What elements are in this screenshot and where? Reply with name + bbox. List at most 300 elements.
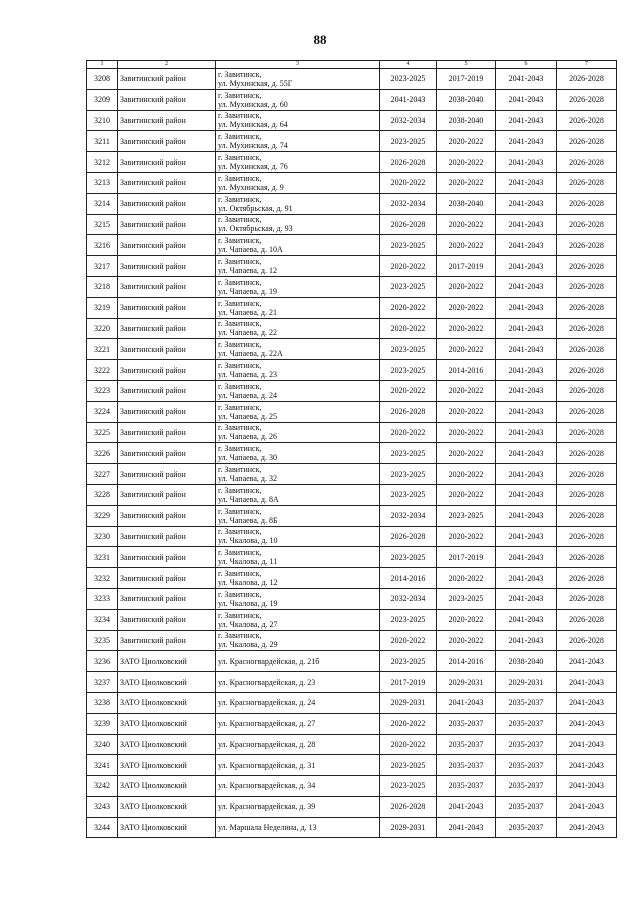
address-line-1: г. Завитинск, — [218, 132, 262, 142]
period-overhaul-cell: 2023-2025 — [380, 360, 437, 381]
period-cell-4: 2026-2028 — [557, 464, 617, 485]
address-cell — [216, 755, 380, 776]
period-cell-2: 2029-2031 — [437, 672, 496, 693]
address-cell — [216, 69, 380, 90]
address-cell — [216, 318, 380, 339]
period-cell-4: 2041-2043 — [557, 672, 617, 693]
period-overhaul-cell: 2017-2019 — [380, 672, 437, 693]
period-cell-2: 2035-2037 — [437, 755, 496, 776]
period-overhaul-cell: 2023-2025 — [380, 464, 437, 485]
district-cell: ЗАТО Циолковский — [118, 672, 216, 693]
address-line-2: ул. Чкалова, д. 19 — [218, 598, 278, 608]
period-cell-2: 2020-2022 — [437, 339, 496, 360]
period-cell-4: 2026-2028 — [557, 588, 617, 609]
table-row — [87, 734, 617, 755]
period-overhaul-cell: 2032-2034 — [380, 110, 437, 131]
period-cell-3: 2041-2043 — [496, 318, 557, 339]
address-line-1: г. Завитинск, — [218, 569, 262, 579]
period-cell-3: 2041-2043 — [496, 89, 557, 110]
address-line-1: г. Завитинск, — [218, 381, 262, 391]
period-overhaul-cell: 2023-2025 — [380, 339, 437, 360]
period-overhaul-cell: 2026-2028 — [380, 401, 437, 422]
district-cell: Завитинский район — [118, 547, 216, 568]
period-overhaul-cell: 2023-2025 — [380, 131, 437, 152]
table-row — [87, 651, 617, 672]
period-cell-4: 2026-2028 — [557, 568, 617, 589]
district-cell: Завитинский район — [118, 152, 216, 173]
table-row — [87, 360, 617, 381]
period-cell-3: 2041-2043 — [496, 297, 557, 318]
period-cell-3: 2041-2043 — [496, 630, 557, 651]
period-overhaul-cell: 2014-2016 — [380, 568, 437, 589]
address-cell — [216, 776, 380, 797]
address-line-1: г. Завитинск, — [218, 319, 262, 329]
row-number: 3225 — [87, 422, 118, 443]
period-cell-3: 2035-2037 — [496, 796, 557, 817]
period-cell-4: 2041-2043 — [557, 734, 617, 755]
table-row — [87, 796, 617, 817]
period-cell-3: 2035-2037 — [496, 692, 557, 713]
table-row — [87, 443, 617, 464]
page-number: 88 — [313, 32, 327, 47]
address-line-2: ул. Чапаева, д. 22А — [218, 349, 283, 359]
period-cell-3: 2041-2043 — [496, 484, 557, 505]
address-line-2: ул. Мухинская, д. 60 — [218, 99, 288, 109]
period-overhaul-cell: 2023-2025 — [380, 776, 437, 797]
column-number: 2 — [118, 61, 216, 69]
district-cell: Завитинский район — [118, 422, 216, 443]
table-row — [87, 110, 617, 131]
row-number: 3214 — [87, 193, 118, 214]
table-row — [87, 505, 617, 526]
address-line-1: ул. Красногвардейская, д. 24 — [218, 698, 316, 708]
period-overhaul-cell: 2032-2034 — [380, 588, 437, 609]
address-cell — [216, 380, 380, 401]
address-line-1: г. Завитинск, — [218, 153, 262, 163]
row-number: 3242 — [87, 776, 118, 797]
period-cell-4: 2026-2028 — [557, 422, 617, 443]
row-number: 3240 — [87, 734, 118, 755]
table-row — [87, 755, 617, 776]
address-line-1: ул. Красногвардейская, д. 34 — [218, 781, 316, 791]
column-number: 7 — [557, 61, 617, 69]
period-cell-2: 2020-2022 — [437, 422, 496, 443]
district-cell: ЗАТО Циолковский — [118, 776, 216, 797]
table-row — [87, 193, 617, 214]
district-cell: ЗАТО Циолковский — [118, 755, 216, 776]
period-cell-2: 2041-2043 — [437, 817, 496, 838]
row-number: 3230 — [87, 526, 118, 547]
row-number: 3218 — [87, 276, 118, 297]
period-overhaul-cell: 2020-2022 — [380, 380, 437, 401]
period-overhaul-cell: 2023-2025 — [380, 755, 437, 776]
period-cell-4: 2026-2028 — [557, 193, 617, 214]
address-line-1: ул. Маршала Неделина, д. 13 — [218, 823, 317, 833]
period-cell-2: 2023-2025 — [437, 588, 496, 609]
row-number: 3209 — [87, 89, 118, 110]
period-cell-4: 2026-2028 — [557, 360, 617, 381]
period-cell-3: 2041-2043 — [496, 235, 557, 256]
row-number: 3223 — [87, 380, 118, 401]
period-cell-4: 2026-2028 — [557, 214, 617, 235]
period-cell-3: 2035-2037 — [496, 734, 557, 755]
period-cell-3: 2041-2043 — [496, 568, 557, 589]
row-number: 3217 — [87, 256, 118, 277]
period-cell-4: 2026-2028 — [557, 609, 617, 630]
address-line-1: г. Завитинск, — [218, 548, 262, 558]
row-number: 3231 — [87, 547, 118, 568]
row-number: 3208 — [87, 69, 118, 90]
district-cell: Завитинский район — [118, 89, 216, 110]
address-cell — [216, 464, 380, 485]
address-cell — [216, 152, 380, 173]
period-overhaul-cell: 2023-2025 — [380, 69, 437, 90]
district-cell: Завитинский район — [118, 214, 216, 235]
row-number: 3212 — [87, 152, 118, 173]
address-line-2: ул. Чапаева, д. 23 — [218, 370, 277, 380]
address-cell — [216, 360, 380, 381]
period-cell-4: 2026-2028 — [557, 172, 617, 193]
address-line-1: г. Завитинск, — [218, 111, 262, 121]
period-cell-2: 2020-2022 — [437, 172, 496, 193]
address-cell — [216, 672, 380, 693]
row-number: 3236 — [87, 651, 118, 672]
address-line-1: г. Завитинск, — [218, 361, 262, 371]
table-row — [87, 256, 617, 277]
row-number: 3237 — [87, 672, 118, 693]
period-cell-3: 2041-2043 — [496, 464, 557, 485]
address-line-2: ул. Октябрьская, д. 91 — [218, 203, 293, 213]
table-row — [87, 401, 617, 422]
row-number: 3238 — [87, 692, 118, 713]
address-line-2: ул. Октябрьская, д. 93 — [218, 224, 293, 234]
period-overhaul-cell: 2020-2022 — [380, 734, 437, 755]
period-cell-4: 2041-2043 — [557, 755, 617, 776]
period-cell-4: 2026-2028 — [557, 131, 617, 152]
period-cell-4: 2026-2028 — [557, 276, 617, 297]
address-cell — [216, 214, 380, 235]
address-cell — [216, 526, 380, 547]
period-cell-3: 2041-2043 — [496, 526, 557, 547]
row-number: 3241 — [87, 755, 118, 776]
address-line-1: г. Завитинск, — [218, 444, 262, 454]
row-number: 3235 — [87, 630, 118, 651]
period-cell-4: 2041-2043 — [557, 817, 617, 838]
address-line-2: ул. Чапаева, д. 22 — [218, 328, 277, 338]
district-cell: Завитинский район — [118, 464, 216, 485]
district-cell: Завитинский район — [118, 297, 216, 318]
address-line-2: ул. Мухинская, д. 64 — [218, 120, 288, 130]
address-line-2: ул. Чкалова, д. 29 — [218, 640, 278, 650]
table-row — [87, 235, 617, 256]
period-cell-2: 2020-2022 — [437, 401, 496, 422]
period-cell-3: 2041-2043 — [496, 547, 557, 568]
row-number: 3211 — [87, 131, 118, 152]
address-line-1: г. Завитинск, — [218, 298, 262, 308]
period-cell-4: 2026-2028 — [557, 443, 617, 464]
address-line-1: г. Завитинск, — [218, 610, 262, 620]
district-cell: Завитинский район — [118, 568, 216, 589]
row-number: 3243 — [87, 796, 118, 817]
period-overhaul-cell: 2023-2025 — [380, 443, 437, 464]
period-cell-2: 2020-2022 — [437, 235, 496, 256]
table-row — [87, 380, 617, 401]
period-cell-4: 2041-2043 — [557, 713, 617, 734]
column-number: 3 — [216, 61, 380, 69]
period-cell-2: 2020-2022 — [437, 484, 496, 505]
table-row — [87, 297, 617, 318]
period-cell-4: 2026-2028 — [557, 235, 617, 256]
table-row — [87, 69, 617, 90]
period-overhaul-cell: 2020-2022 — [380, 256, 437, 277]
period-cell-2: 2041-2043 — [437, 692, 496, 713]
period-cell-2: 2020-2022 — [437, 464, 496, 485]
address-line-1: ул. Красногвардейская, д. 27 — [218, 719, 316, 729]
address-line-2: ул. Чкалова, д. 10 — [218, 536, 278, 546]
address-cell — [216, 89, 380, 110]
district-cell: ЗАТО Циолковский — [118, 713, 216, 734]
table-row — [87, 422, 617, 443]
period-cell-2: 2038-2040 — [437, 89, 496, 110]
district-cell: Завитинский район — [118, 401, 216, 422]
row-number: 3234 — [87, 609, 118, 630]
period-cell-4: 2026-2028 — [557, 484, 617, 505]
district-cell: Завитинский район — [118, 131, 216, 152]
address-cell — [216, 131, 380, 152]
district-cell: Завитинский район — [118, 380, 216, 401]
period-cell-3: 2035-2037 — [496, 755, 557, 776]
period-cell-3: 2041-2043 — [496, 505, 557, 526]
period-cell-4: 2026-2028 — [557, 297, 617, 318]
address-cell — [216, 547, 380, 568]
period-cell-3: 2041-2043 — [496, 172, 557, 193]
address-cell — [216, 422, 380, 443]
period-cell-2: 2038-2040 — [437, 110, 496, 131]
address-line-2: ул. Чапаева, д. 8Б — [218, 515, 278, 525]
period-cell-3: 2041-2043 — [496, 380, 557, 401]
table-row — [87, 817, 617, 838]
address-cell — [216, 484, 380, 505]
row-number: 3210 — [87, 110, 118, 131]
period-overhaul-cell: 2026-2028 — [380, 214, 437, 235]
column-number-row — [87, 61, 617, 69]
address-cell — [216, 110, 380, 131]
address-cell — [216, 568, 380, 589]
period-overhaul-cell: 2032-2034 — [380, 193, 437, 214]
period-cell-3: 2038-2040 — [496, 651, 557, 672]
address-cell — [216, 651, 380, 672]
address-line-2: ул. Чапаева, д. 25 — [218, 411, 277, 421]
table-row — [87, 464, 617, 485]
table-row — [87, 588, 617, 609]
address-cell — [216, 193, 380, 214]
period-overhaul-cell: 2020-2022 — [380, 318, 437, 339]
address-line-2: ул. Мухинская, д. 76 — [218, 162, 288, 172]
row-number: 3221 — [87, 339, 118, 360]
district-cell: Завитинский район — [118, 276, 216, 297]
address-cell — [216, 630, 380, 651]
address-line-1: ул. Красногвардейская, д. 21б — [218, 656, 320, 666]
district-cell: Завитинский район — [118, 69, 216, 90]
column-number: 4 — [380, 61, 437, 69]
table-row — [87, 152, 617, 173]
row-number: 3219 — [87, 297, 118, 318]
period-cell-4: 2026-2028 — [557, 339, 617, 360]
table-row — [87, 131, 617, 152]
table-row — [87, 484, 617, 505]
address-line-2: ул. Чапаева, д. 24 — [218, 390, 277, 400]
period-cell-2: 2035-2037 — [437, 776, 496, 797]
table-row — [87, 568, 617, 589]
period-cell-4: 2026-2028 — [557, 110, 617, 131]
address-line-1: г. Завитинск, — [218, 485, 262, 495]
period-cell-3: 2041-2043 — [496, 609, 557, 630]
period-cell-2: 2020-2022 — [437, 380, 496, 401]
address-line-2: ул. Чкалова, д. 27 — [218, 619, 278, 629]
period-overhaul-cell: 2020-2022 — [380, 172, 437, 193]
period-cell-2: 2023-2025 — [437, 505, 496, 526]
address-line-1: г. Завитинск, — [218, 506, 262, 516]
row-number: 3220 — [87, 318, 118, 339]
address-cell — [216, 235, 380, 256]
table-row — [87, 526, 617, 547]
period-cell-4: 2026-2028 — [557, 152, 617, 173]
address-line-2: ул. Чапаева, д. 10А — [218, 245, 283, 255]
period-cell-3: 2041-2043 — [496, 131, 557, 152]
period-cell-2: 2014-2016 — [437, 360, 496, 381]
period-cell-2: 2014-2016 — [437, 651, 496, 672]
address-line-2: ул. Чапаева, д. 26 — [218, 432, 277, 442]
period-overhaul-cell: 2026-2028 — [380, 152, 437, 173]
table-row — [87, 547, 617, 568]
row-number: 3232 — [87, 568, 118, 589]
address-line-1: г. Завитинск, — [218, 402, 262, 412]
address-line-1: г. Завитинск, — [218, 215, 262, 225]
address-cell — [216, 443, 380, 464]
address-line-2: ул. Чапаева, д. 8А — [218, 494, 279, 504]
period-cell-2: 2017-2019 — [437, 547, 496, 568]
district-cell: ЗАТО Циолковский — [118, 651, 216, 672]
column-number: 1 — [87, 61, 118, 69]
period-overhaul-cell: 2020-2022 — [380, 422, 437, 443]
period-overhaul-cell: 2023-2025 — [380, 484, 437, 505]
address-line-1: г. Завитинск, — [218, 589, 262, 599]
period-cell-4: 2026-2028 — [557, 505, 617, 526]
row-number: 3226 — [87, 443, 118, 464]
period-cell-2: 2020-2022 — [437, 443, 496, 464]
table-row — [87, 630, 617, 651]
table-row — [87, 318, 617, 339]
row-number: 3222 — [87, 360, 118, 381]
period-cell-3: 2041-2043 — [496, 110, 557, 131]
row-number: 3213 — [87, 172, 118, 193]
period-cell-2: 2020-2022 — [437, 214, 496, 235]
district-cell: Завитинский район — [118, 193, 216, 214]
district-cell: ЗАТО Циолковский — [118, 734, 216, 755]
district-cell: Завитинский район — [118, 172, 216, 193]
period-cell-2: 2017-2019 — [437, 69, 496, 90]
period-cell-4: 2041-2043 — [557, 796, 617, 817]
period-cell-2: 2020-2022 — [437, 630, 496, 651]
period-cell-3: 2041-2043 — [496, 214, 557, 235]
period-cell-3: 2041-2043 — [496, 193, 557, 214]
period-cell-4: 2041-2043 — [557, 651, 617, 672]
address-cell — [216, 276, 380, 297]
period-cell-2: 2020-2022 — [437, 152, 496, 173]
district-cell: ЗАТО Циолковский — [118, 817, 216, 838]
address-line-1: г. Завитинск, — [218, 527, 262, 537]
address-line-1: г. Завитинск, — [218, 194, 262, 204]
period-cell-2: 2020-2022 — [437, 276, 496, 297]
period-cell-4: 2026-2028 — [557, 380, 617, 401]
row-number: 3216 — [87, 235, 118, 256]
address-line-1: г. Завитинск, — [218, 423, 262, 433]
table-row — [87, 276, 617, 297]
district-cell: Завитинский район — [118, 339, 216, 360]
period-cell-3: 2041-2043 — [496, 401, 557, 422]
table-row — [87, 214, 617, 235]
address-line-2: ул. Чапаева, д. 30 — [218, 453, 277, 463]
table-row — [87, 672, 617, 693]
period-cell-2: 2020-2022 — [437, 297, 496, 318]
address-cell — [216, 692, 380, 713]
address-line-2: ул. Чкалова, д. 11 — [218, 557, 278, 567]
period-overhaul-cell: 2023-2025 — [380, 547, 437, 568]
address-line-2: ул. Мухинская, д. 9 — [218, 182, 284, 192]
row-number: 3215 — [87, 214, 118, 235]
address-cell — [216, 588, 380, 609]
address-cell — [216, 713, 380, 734]
period-cell-2: 2038-2040 — [437, 193, 496, 214]
row-number: 3227 — [87, 464, 118, 485]
table-row — [87, 339, 617, 360]
district-cell: ЗАТО Циолковский — [118, 692, 216, 713]
row-number: 3233 — [87, 588, 118, 609]
period-cell-4: 2026-2028 — [557, 256, 617, 277]
period-cell-2: 2020-2022 — [437, 609, 496, 630]
period-cell-4: 2026-2028 — [557, 630, 617, 651]
address-line-2: ул. Чапаева, д. 12 — [218, 266, 277, 276]
period-overhaul-cell: 2023-2025 — [380, 235, 437, 256]
period-cell-4: 2026-2028 — [557, 69, 617, 90]
address-cell — [216, 297, 380, 318]
table-row — [87, 692, 617, 713]
district-cell: Завитинский район — [118, 235, 216, 256]
address-line-1: г. Завитинск, — [218, 90, 262, 100]
table-row — [87, 713, 617, 734]
period-cell-4: 2026-2028 — [557, 89, 617, 110]
address-line-2: ул. Чапаева, д. 21 — [218, 307, 277, 317]
period-overhaul-cell: 2020-2022 — [380, 713, 437, 734]
address-line-1: г. Завитинск, — [218, 236, 262, 246]
address-line-1: ул. Красногвардейская, д. 39 — [218, 802, 316, 812]
address-line-2: ул. Мухинская, д. 74 — [218, 141, 288, 151]
district-cell: Завитинский район — [118, 609, 216, 630]
district-cell: Завитинский район — [118, 630, 216, 651]
column-number: 5 — [437, 61, 496, 69]
period-cell-3: 2041-2043 — [496, 360, 557, 381]
period-overhaul-cell: 2032-2034 — [380, 505, 437, 526]
period-cell-3: 2041-2043 — [496, 339, 557, 360]
table-row — [87, 609, 617, 630]
address-line-2: ул. Мухинская, д. 55Г — [218, 78, 293, 88]
period-overhaul-cell: 2020-2022 — [380, 297, 437, 318]
district-cell: Завитинский район — [118, 360, 216, 381]
period-overhaul-cell: 2020-2022 — [380, 630, 437, 651]
address-line-1: г. Завитинск, — [218, 173, 262, 183]
period-cell-3: 2041-2043 — [496, 256, 557, 277]
row-number: 3229 — [87, 505, 118, 526]
